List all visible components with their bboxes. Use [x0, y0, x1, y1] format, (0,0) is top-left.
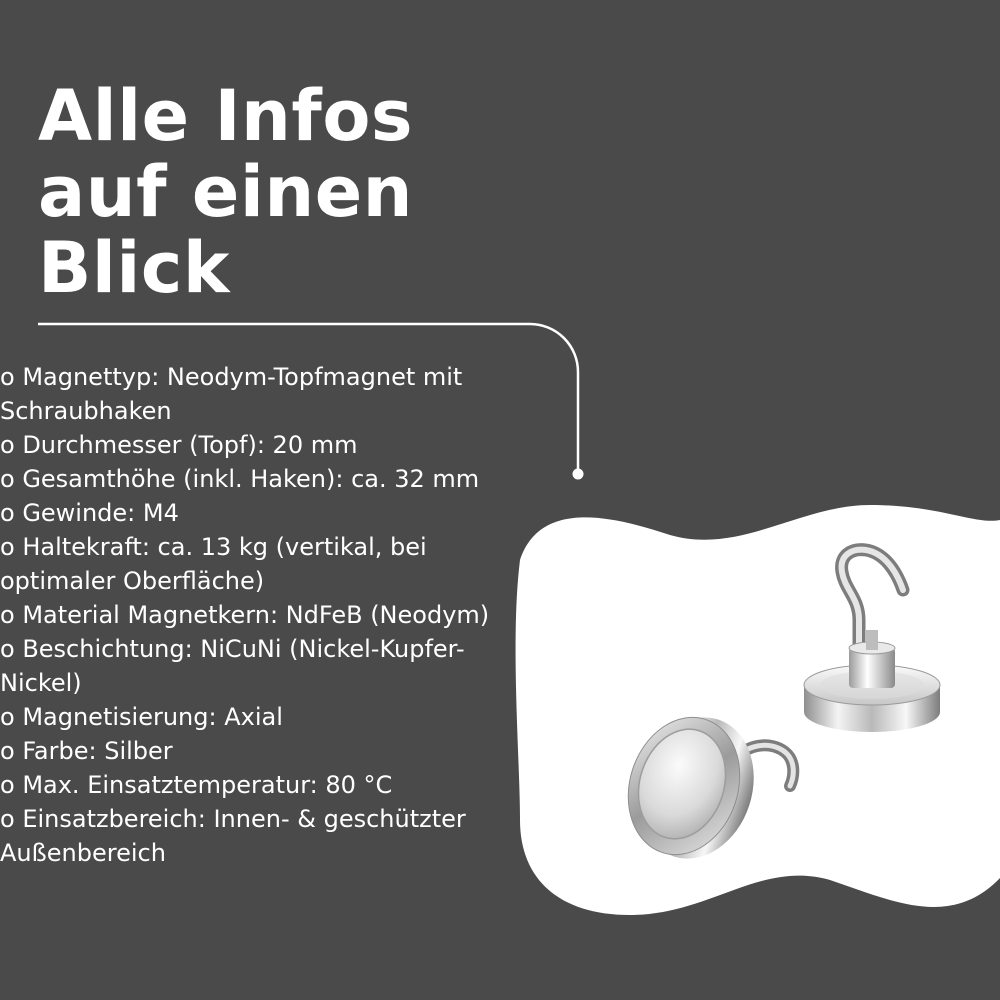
- spec-item-temperatur: o Max. Einsatztemperatur: 80 °C: [0, 771, 393, 799]
- spec-item-farbe: o Farbe: Silber: [0, 737, 173, 765]
- divider-end-dot: [573, 469, 584, 480]
- spec-item-magnettyp: o Magnettyp: Neodym-Topfmagnet mit Schraubhaken: [0, 363, 463, 425]
- spec-list: [0, 360, 520, 870]
- spec-item-durchmesser: o Durchmesser (Topf): 20 mm: [0, 431, 358, 459]
- spec-item-beschichtung: o Beschichtung: NiCuNi (Nickel-Kupfer-Nickel): [0, 635, 465, 697]
- spec-item-gewinde: o Gewinde: M4: [0, 499, 179, 527]
- title-line-1: Alle Infos: [38, 75, 414, 157]
- spec-item-magnetisierung: o Magnetisierung: Axial: [0, 703, 283, 731]
- spec-item-einsatzbereich: o Einsatzbereich: Innen- & geschützter Außenbereich: [0, 805, 466, 867]
- spec-item-haltekraft: o Haltekraft: ca. 13 kg (vertikal, bei optimaler Oberfläche): [0, 533, 427, 595]
- spec-item-gesamthoehe: o Gesamthöhe (inkl. Haken): ca. 32 mm: [0, 465, 480, 493]
- title-line-2: auf einen: [38, 151, 414, 233]
- spec-item-material: o Material Magnetkern: NdFeB (Neodym): [0, 601, 490, 629]
- title-line-3: Blick: [38, 227, 230, 309]
- page-title: [38, 75, 414, 309]
